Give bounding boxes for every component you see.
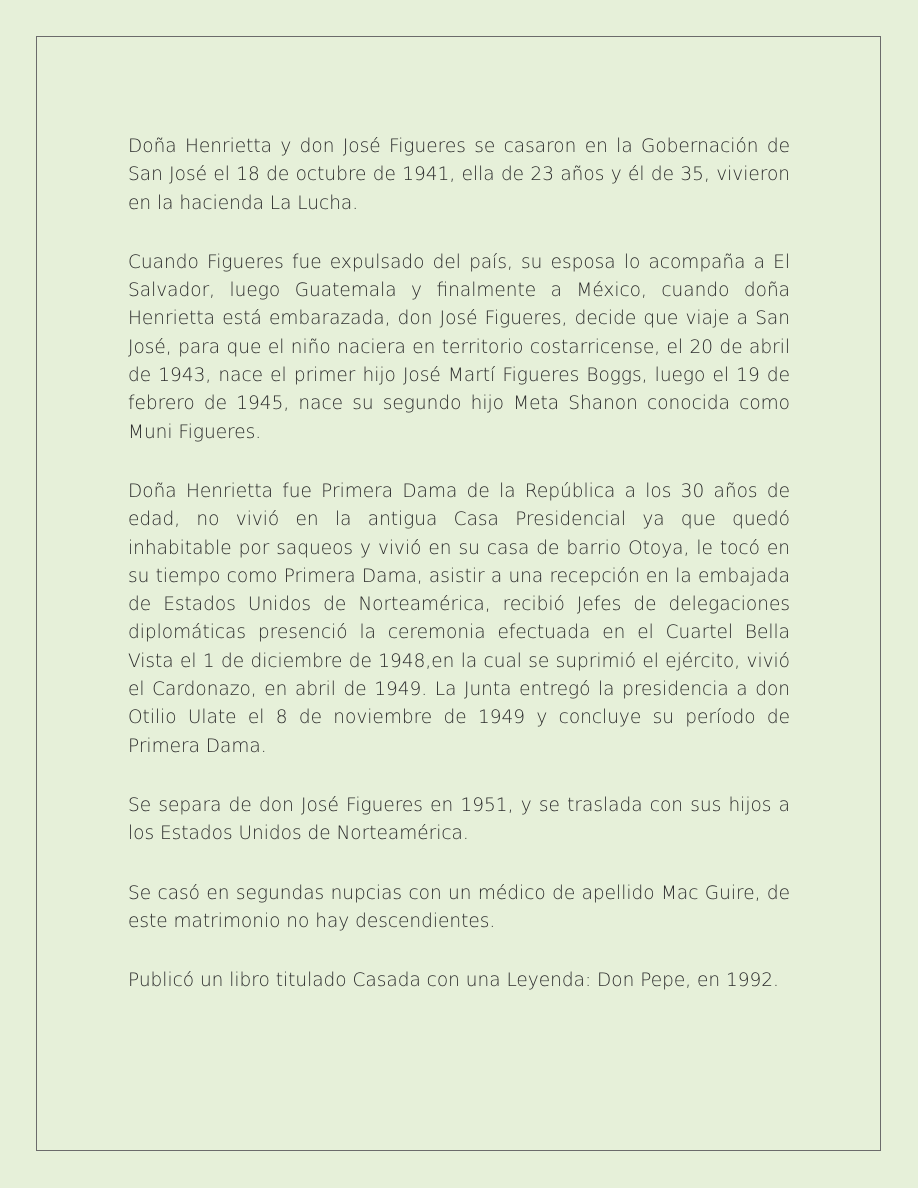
paragraph-book: Publicó un libro titulado Casada con una Leyenda: Don Pepe, en 1992. (128, 970, 779, 992)
paragraph-exile: Cuando Figueres fue expulsado del país, su esposa lo acompaña a El Salvador, luego Guatemala y finalmente a México, cuando doña Henrietta está embarazada, don José Figueres, decide que viaje a San José, para que el niño naciera en territorio costarricense, el 20 de abril de 1943, nace el primer hijo José Martí Figueres Boggs, luego el 19 de febrero de 1945, nace su segundo hijo Meta Shanon conocida como Muni Figueres. (128, 251, 790, 443)
document-body (128, 133, 790, 1026)
paragraph-separation: Se separa de don José Figueres en 1951, y se traslada con sus hijos a los Estados Unidos de Norteamérica. (128, 794, 790, 845)
paragraph-marriage: Doña Henrietta y don José Figueres se casaron en la Gobernación de San José el 18 de octubre de 1941, ella de 23 años y él de 35, vivieron en la hacienda La Lucha. (128, 136, 790, 214)
paragraph-second-marriage: Se casó en segundas nupcias con un médico de apellido Mac Guire, de este matrimonio no hay descendientes. (128, 882, 790, 932)
paragraph-first-lady: Doña Henrietta fue Primera Dama de la República a los 30 años de edad, no vivió en la antigua Casa Presidencial ya que quedó inhabitable por saqueos y vivió en su casa de barrio Otoya, le tocó en su tiempo como Primera Dama, asistir a una recepción en la embajada de Estados Unidos de Norteamérica, recibió Jefes de delegaciones diplomáticas presenció la ceremonia efectuada en el Cuartel Bella Vista el 1 de diciembre de 1948,en la cual se suprimió el ejército, vivió el Cardonazo, en abril de 1949. La Junta entregó la presidencia a don Otilio Ulate el 8 de noviembre de 1949 y concluye su período de Primera Dama. (128, 480, 790, 757)
